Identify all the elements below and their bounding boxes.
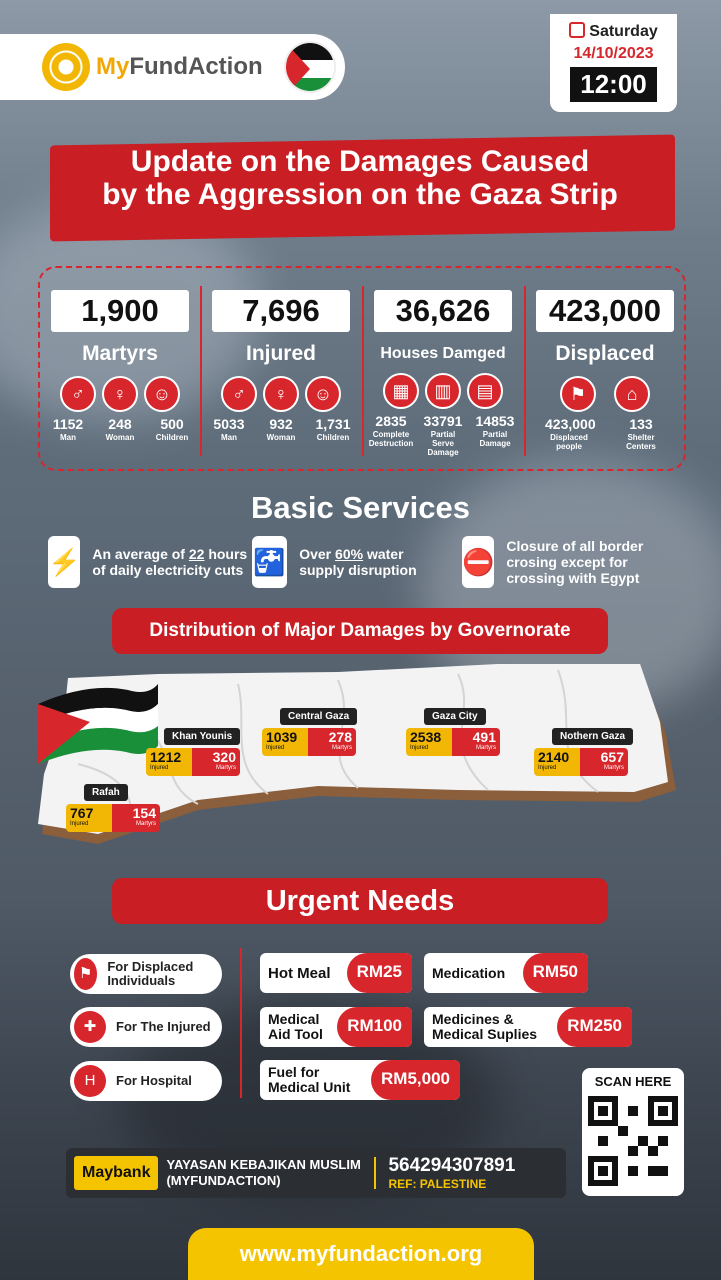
brand-name-part2: FundAction xyxy=(129,53,263,80)
governorate-rafah xyxy=(66,782,160,832)
stat-sublabel: Man xyxy=(60,433,76,442)
need-category xyxy=(70,954,222,994)
needs-divider xyxy=(240,948,242,1098)
logo-bar xyxy=(0,34,345,100)
item-name: Medication xyxy=(432,964,506,981)
item-name: Fuel for Medical Unit xyxy=(268,1064,351,1095)
urgent-needs-title: Urgent Needs xyxy=(112,878,608,924)
calendar-icon xyxy=(569,22,585,38)
need-category xyxy=(70,1061,222,1101)
stat-value: 423,000 xyxy=(545,416,596,432)
displaced-person-icon: ⚑ xyxy=(560,376,596,412)
title-line1: Update on the Damages Caused xyxy=(130,145,590,178)
distribution-title: Distribution of Major Damages by Governorate xyxy=(112,608,608,654)
governorate-central-gaza xyxy=(262,706,357,756)
martyrs-value: 657 xyxy=(600,749,624,765)
item-name: Medical Aid Tool xyxy=(268,1011,323,1042)
injured-label: Injured xyxy=(150,765,169,771)
stat-sublabel: Woman xyxy=(266,433,296,442)
martyrs-value: 154 xyxy=(132,805,156,821)
stat-total: 36,626 xyxy=(374,290,512,332)
need-item-medication xyxy=(424,953,588,993)
sun-logo-icon xyxy=(42,43,90,91)
shelter-icon: ⌂ xyxy=(614,376,650,412)
man-icon: ♂ xyxy=(221,376,257,412)
stat-value: 133 xyxy=(629,416,653,432)
need-item-medical-aid-tool xyxy=(260,1007,412,1047)
injured-label: Injured xyxy=(538,765,557,771)
date-date: 14/10/2023 xyxy=(573,45,654,62)
stat-total: 7,696 xyxy=(212,290,350,332)
stat-value: 33791 xyxy=(423,413,463,429)
stat-sublabel: Complete Destruction xyxy=(368,430,414,448)
service-text-post: hours of daily electricity cuts xyxy=(92,546,248,578)
brand-name-part1: My xyxy=(96,53,130,80)
stat-sublabel: Man xyxy=(221,433,237,442)
governorate-northern-gaza xyxy=(534,726,633,776)
bank-bar xyxy=(66,1148,566,1198)
scan-here-label: SCAN HERE xyxy=(594,1074,672,1089)
man-icon: ♂ xyxy=(60,376,96,412)
stat-sublabel: Displaced people xyxy=(550,433,588,451)
martyrs-label: Martyrs xyxy=(604,765,624,771)
destroyed-building-icon: ▦ xyxy=(383,373,419,409)
stat-value: 500 xyxy=(160,416,184,432)
stat-displaced xyxy=(525,290,685,451)
child-icon: ☺ xyxy=(144,376,180,412)
governorate-name: Nothern Gaza xyxy=(552,728,633,745)
qr-box[interactable] xyxy=(582,1068,684,1196)
martyrs-label: Martyrs xyxy=(136,821,156,827)
stat-label: Houses Damged xyxy=(380,345,506,362)
martyrs-label: Martyrs xyxy=(332,745,352,751)
date-day xyxy=(550,22,677,41)
service-text-pre: Over xyxy=(299,546,336,562)
title-line2: by the Aggression on the Gaza Strip xyxy=(102,178,618,211)
stat-value: 5033 xyxy=(213,416,245,432)
basic-services-title: Basic Services xyxy=(251,490,470,525)
service-text-emph: 60% xyxy=(335,546,364,562)
service-item xyxy=(252,536,452,588)
stat-sublabel: Partial Damage xyxy=(479,430,511,448)
stat-value: 14853 xyxy=(475,413,515,429)
governorate-name: Rafah xyxy=(84,784,128,801)
stat-label: Injured xyxy=(245,342,316,365)
need-item-medicines xyxy=(424,1007,632,1047)
need-item-hot-meal xyxy=(260,953,412,993)
injured-value: 2538 xyxy=(410,729,442,745)
item-name: Hot Meal xyxy=(268,964,331,982)
item-name: Medicines & Medical Suplies xyxy=(432,1011,538,1042)
displaced-icon: ⚑ xyxy=(74,958,97,990)
injured-value: 1212 xyxy=(150,749,182,765)
electricity-icon: ⚡ xyxy=(48,536,80,588)
stat-sublabel: Shelter Centers xyxy=(626,433,656,451)
governorate-gaza-city xyxy=(406,706,500,756)
stat-total: 1,900 xyxy=(51,290,189,332)
date-box xyxy=(550,14,677,112)
date-time: 12:00 xyxy=(570,67,657,102)
injured-icon: ✚ xyxy=(74,1011,106,1043)
maybank-logo: Maybank xyxy=(74,1156,158,1190)
service-text xyxy=(506,538,684,586)
stat-sublabel: Children xyxy=(316,433,350,442)
water-tap-icon: 🚰 xyxy=(252,536,287,588)
need-category-label: For The Injured xyxy=(116,1019,211,1034)
service-text xyxy=(92,546,248,578)
injured-value: 2140 xyxy=(538,749,570,765)
service-item xyxy=(48,536,248,588)
waving-flag-icon xyxy=(28,678,160,766)
martyrs-value: 491 xyxy=(472,729,496,745)
service-text xyxy=(299,546,452,578)
stat-sublabel: Woman xyxy=(105,433,135,442)
injured-label: Injured xyxy=(410,745,429,751)
website-link[interactable]: www.myfundaction.org xyxy=(188,1228,534,1280)
partial-damage-icon: ▤ xyxy=(467,373,503,409)
damaged-building-icon: ▥ xyxy=(425,373,461,409)
stat-value: 1,731 xyxy=(315,416,351,432)
child-icon: ☺ xyxy=(305,376,341,412)
need-category-label: For Hospital xyxy=(116,1073,192,1088)
stat-injured xyxy=(201,290,361,442)
stat-label: Martyrs xyxy=(82,342,158,365)
bank-reference: REF: PALESTINE xyxy=(388,1177,487,1191)
martyrs-label: Martyrs xyxy=(216,765,236,771)
injured-label: Injured xyxy=(70,821,89,827)
item-price: RM100 xyxy=(337,1007,412,1047)
item-price: RM25 xyxy=(347,953,412,993)
woman-icon: ♀ xyxy=(263,376,299,412)
injured-value: 1039 xyxy=(266,729,298,745)
martyrs-value: 278 xyxy=(328,729,352,745)
stat-martyrs xyxy=(40,290,200,442)
service-item xyxy=(462,536,684,588)
date-day-text: Saturday xyxy=(589,23,658,40)
item-price: RM5,000 xyxy=(371,1060,460,1100)
injured-value: 767 xyxy=(70,805,94,821)
page-title xyxy=(60,145,660,211)
governorate-name: Gaza City xyxy=(424,708,486,725)
stat-value: 2835 xyxy=(375,413,407,429)
martyrs-value: 320 xyxy=(212,749,236,765)
governorate-name: Khan Younis xyxy=(164,728,240,745)
martyrs-label: Martyrs xyxy=(476,745,496,751)
stat-value: 248 xyxy=(108,416,132,432)
woman-icon: ♀ xyxy=(102,376,138,412)
service-text-pre: An average of xyxy=(92,546,189,562)
bank-account-name: YAYASAN KEBAJIKAN MUSLIM (MYFUNDACTION) xyxy=(166,1157,361,1188)
governorate-name: Central Gaza xyxy=(280,708,357,725)
stat-total: 423,000 xyxy=(536,290,674,332)
injured-label: Injured xyxy=(266,745,285,751)
bank-account-number: 564294307891 xyxy=(388,1155,516,1176)
need-category xyxy=(70,1007,222,1047)
stat-houses xyxy=(363,290,523,457)
stat-sublabel: Partial Serve Damage xyxy=(427,430,459,457)
stat-value: 932 xyxy=(269,416,293,432)
service-text-post: Closure of all border crosing except for crossing with Egypt xyxy=(506,538,644,586)
hospital-icon: H xyxy=(74,1065,106,1097)
palestine-flag-icon xyxy=(284,41,336,93)
need-category-label: For Displaced Individuals xyxy=(107,959,194,988)
stat-sublabel: Children xyxy=(155,433,189,442)
item-price: RM50 xyxy=(523,953,588,993)
service-text-emph: 22 xyxy=(188,546,205,562)
need-item-fuel xyxy=(260,1060,460,1100)
brand-name xyxy=(96,53,263,81)
qr-code-icon[interactable] xyxy=(588,1096,678,1186)
stat-value: 1152 xyxy=(52,416,84,432)
governorate-khan-younis xyxy=(146,726,240,776)
stat-label: Displaced xyxy=(555,342,655,365)
barrier-icon: ⛔ xyxy=(462,536,494,588)
item-price: RM250 xyxy=(557,1007,632,1047)
service-text-post: water supply disruption xyxy=(299,546,417,578)
bank-separator xyxy=(374,1157,376,1189)
